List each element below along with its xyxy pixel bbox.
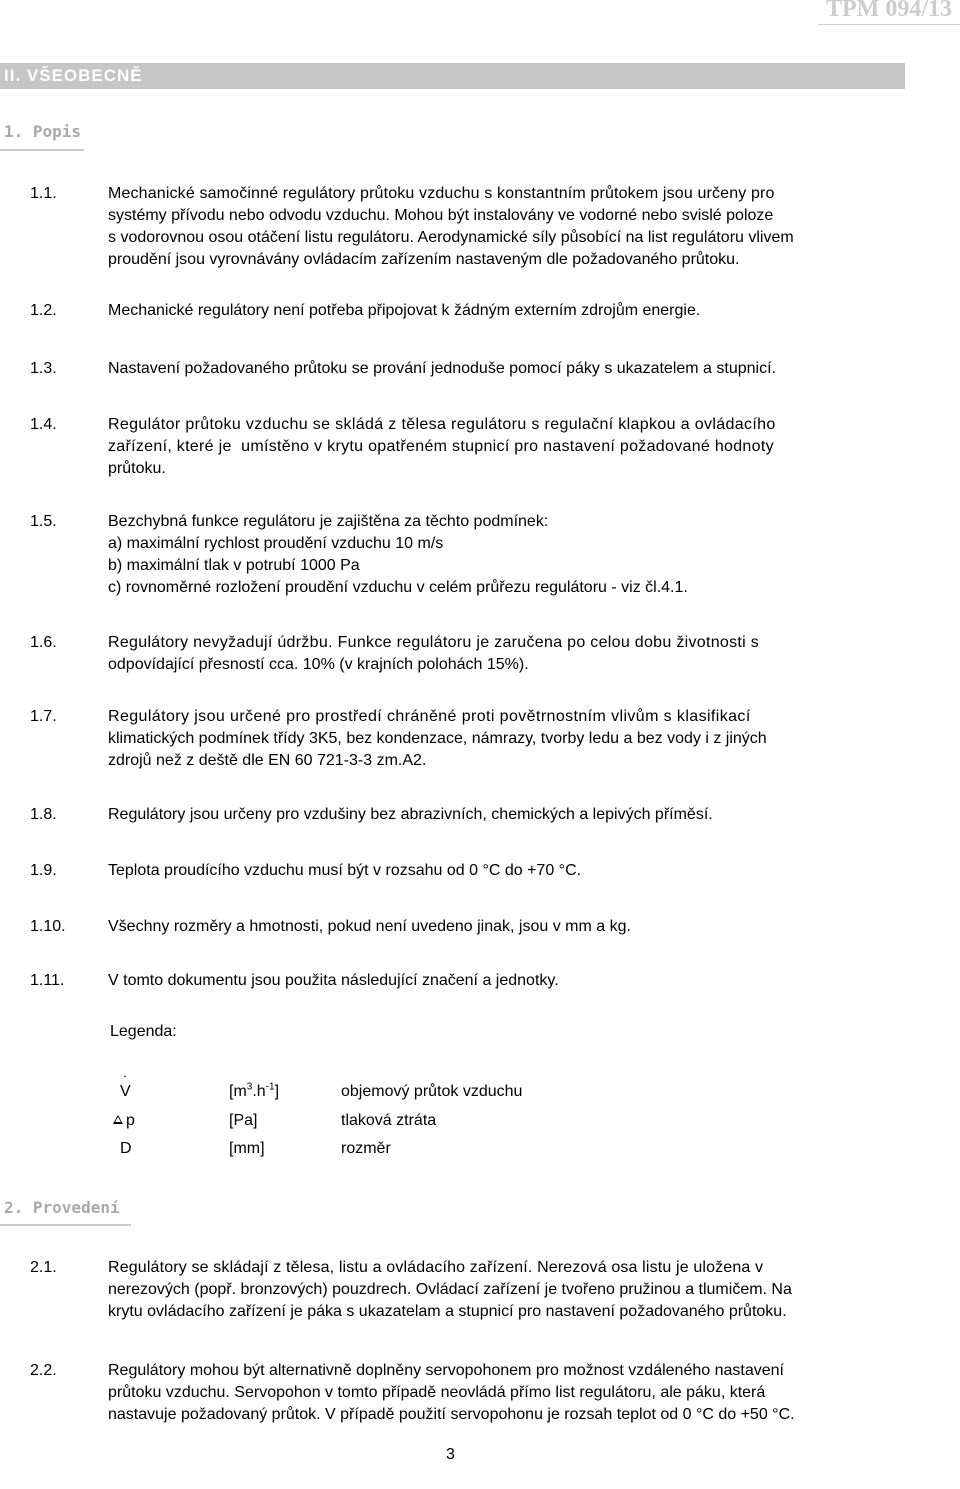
- item-text: [108, 414, 905, 480]
- legend-symbol: D: [120, 1140, 132, 1157]
- item-text: [108, 511, 905, 599]
- legend-unit: [mm]: [229, 1140, 265, 1157]
- legend-unit-part: ]: [274, 1083, 280, 1100]
- item-line: Regulátory jsou určené pro prostředí chráněné proti povětrnostním vlivům s klasifikací: [108, 708, 751, 725]
- item-number: 2.2.: [30, 1362, 57, 1379]
- item-line: Regulátory mohou být alternativně doplněny servopohonem pro možnost vzdáleného nastavení: [108, 1362, 784, 1379]
- item-line: nerezových (popř. bronzových) pouzdrech. Ovládací zařízení je tvořeno pružinou a tlumičem. Na: [108, 1281, 792, 1298]
- item-number: 1.9.: [30, 862, 57, 879]
- delta-icon: [113, 1115, 123, 1124]
- legend-unit: [Pa]: [229, 1112, 258, 1129]
- subsection-underline-provedeni: [0, 1224, 131, 1226]
- legend-title: Legenda:: [110, 1023, 177, 1040]
- item-line: b) maximální tlak v potrubí 1000 Pa: [108, 557, 360, 574]
- item-number: 1.6.: [30, 634, 57, 651]
- legend-row-flow: [0, 1083, 960, 1107]
- item-line: Regulátory jsou určeny pro vzdušiny bez abrazivních, chemických a lepivých příměsí.: [108, 806, 713, 823]
- item-text: [108, 632, 905, 676]
- item-line: Regulátor průtoku vzduchu se skládá z tělesa regulátoru s regulační klapkou a ovládacího: [108, 416, 776, 433]
- legend-unit: [229, 1083, 279, 1101]
- item-line: Bezchybná funkce regulátoru je zajištěna za těchto podmínek:: [108, 513, 549, 530]
- item-line: Mechanické regulátory není potřeba připojovat k žádným externím zdrojům energie.: [108, 302, 701, 319]
- subsection-title-popis: 1. Popis: [4, 122, 82, 141]
- item-text: [108, 1360, 905, 1426]
- item-text: [108, 970, 905, 992]
- item-number: 1.8.: [30, 806, 57, 823]
- item-number: 1.10.: [30, 918, 66, 935]
- subsection-underline-popis: [0, 149, 84, 151]
- item-text: [108, 804, 905, 826]
- item-line: odpovídající přesností cca. 10% (v krajních polohách 15%).: [108, 656, 529, 673]
- item-line: nastavuje požadovaný průtok. V případě použití servopohonu je rozsah teplot od 0 °C do +50 °C.: [108, 1406, 795, 1423]
- item-line: klimatických podmínek třídy 3K5, bez kondenzace, námrazy, tvorby ledu a bez vody i z jiných: [108, 730, 767, 747]
- item-text: [108, 916, 905, 938]
- item-text: [108, 860, 905, 882]
- item-line: Všechny rozměry a hmotnosti, pokud není uvedeno jinak, jsou v mm a kg.: [108, 918, 631, 935]
- legend-description: tlaková ztráta: [341, 1112, 437, 1129]
- document-code: TPM 094/13: [826, 0, 952, 22]
- item-line: zařízení, které je umístěno v krytu opatřeném stupnicí pro nastavení požadované hodnoty: [108, 438, 774, 455]
- item-line: zdrojů než z deště dle EN 60 721-3-3 zm.A2.: [108, 752, 427, 769]
- legend-row-dimension: [0, 1140, 960, 1164]
- item-number: 2.1.: [30, 1259, 57, 1276]
- item-line: a) maximální rychlost proudění vzduchu 10 m/s: [108, 535, 444, 552]
- legend-unit-sup: 3: [246, 1081, 253, 1093]
- item-number: 1.5.: [30, 513, 57, 530]
- section-title: II. VŠEOBECNĚ: [4, 66, 143, 85]
- item-line: průtoku.: [108, 460, 166, 477]
- legend-symbol: [113, 1112, 135, 1130]
- item-text: [108, 300, 905, 322]
- item-number: 1.1.: [30, 185, 57, 202]
- header-rule: [818, 24, 960, 25]
- item-number: 1.7.: [30, 708, 57, 725]
- subsection-title-provedeni: 2. Provedení: [4, 1198, 120, 1217]
- legend-symbol-text: ˙ V: [120, 1083, 131, 1101]
- page-number: 3: [446, 1446, 455, 1463]
- item-text: [108, 706, 905, 772]
- item-number: 1.3.: [30, 360, 57, 377]
- item-text: [108, 1257, 905, 1323]
- item-line: Nastavení požadovaného průtoku se prování jednoduše pomocí páky s ukazatelem a stupnicí.: [108, 360, 776, 377]
- item-line: c) rovnoměrné rozložení proudění vzduchu v celém průřezu regulátoru - viz čl.4.1.: [108, 579, 688, 596]
- item-number: 1.4.: [30, 416, 57, 433]
- item-number: 1.11.: [30, 972, 65, 989]
- item-line: Regulátory se skládají z tělesa, listu a ovládacího zařízení. Nerezová osa listu je uložena v: [108, 1259, 764, 1276]
- legend-unit-sup: -1: [265, 1081, 275, 1093]
- item-line: Regulátory nevyžadují údržbu. Funkce regulátoru je zaručena po celou dobu životnosti s: [108, 634, 760, 651]
- legend-row-pressure: [0, 1112, 960, 1136]
- item-text: [108, 358, 905, 380]
- item-line: průtoku vzduchu. Servopohon v tomto případě neovládá přímo list regulátoru, ale páku, která: [108, 1384, 766, 1401]
- legend-symbol-text: p: [126, 1112, 135, 1129]
- legend-unit-part: .h: [252, 1083, 266, 1100]
- item-line: Mechanické samočinné regulátory průtoku vzduchu s konstantním průtokem jsou určeny pro: [108, 185, 775, 202]
- item-number: 1.2.: [30, 302, 57, 319]
- item-line: V tomto dokumentu jsou použita následující značení a jednotky.: [108, 972, 559, 989]
- item-line: systémy přívodu nebo odvodu vzduchu. Mohou být instalovány ve vodorné nebo svislé poloze: [108, 207, 774, 224]
- legend-description: objemový průtok vzduchu: [341, 1083, 523, 1100]
- item-line: Teplota proudícího vzduchu musí být v rozsahu od 0 °C do +70 °C.: [108, 862, 582, 879]
- legend-unit-part: [m: [229, 1083, 247, 1100]
- item-line: proudění jsou vyrovnávány ovládacím zařízením nastaveným dle požadovaného průtoku.: [108, 251, 740, 268]
- item-line: s vodorovnou osou otáčení listu regulátoru. Aerodynamické síly působící na list regulátoru vlivem: [108, 229, 794, 246]
- item-line: krytu ovládacího zařízení je páka s ukazatelam a stupnicí pro nastavení požadovaného průtoku.: [108, 1303, 787, 1320]
- item-text: [108, 183, 905, 271]
- legend-symbol: [120, 1083, 131, 1101]
- legend-description: rozměr: [341, 1140, 391, 1157]
